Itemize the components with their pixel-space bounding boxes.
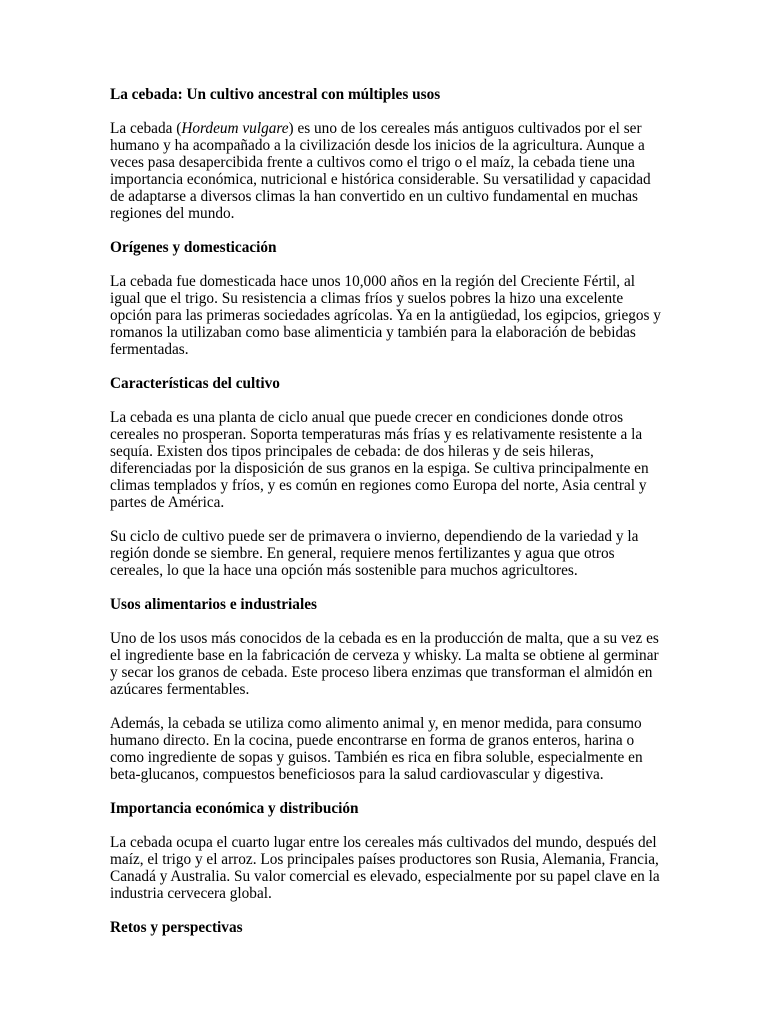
section-characteristics-paragraph-2: Su ciclo de cultivo puede ser de primavera o invierno, dependiendo de la variedad y la región donde se siembre. En general, requiere menos fertilizantes y agua que otros cereales, lo que la hace una opción más sostenible para muchos agricultores. xyxy=(110,528,639,579)
intro-text-after: ) es uno de los cereales más antiguos cultivados por el ser humano y ha acompañado a la civilización desde los inicios de la agricultura. Aunque a veces pasa desapercibida frente a cultivos como el trigo o el maíz, la cebada tiene una importancia económica, nutricional e histórica considerable. Su versatilidad y capacidad de adaptarse a diversos climas la han convertido en un cultivo fundamental en muchas regiones del mundo. xyxy=(110,120,651,222)
section-uses-paragraph-2: Además, la cebada se utiliza como alimento animal y, en menor medida, para consumo humano directo. En la cocina, puede encontrarse en forma de granos enteros, harina o como ingrediente de sopas y guisos. También es rica en fibra soluble, especialmente en beta-glucanos, compuestos beneficiosos para la salud cardiovascular y digestiva. xyxy=(110,715,643,783)
section-heading-economy: Importancia económica y distribución xyxy=(110,800,359,817)
scientific-name: Hordeum vulgare xyxy=(181,120,289,137)
section-characteristics-paragraph-1: La cebada es una planta de ciclo anual que puede crecer en condiciones donde otros cereales no prosperan. Soporta temperaturas más frías y es relativamente resistente a la sequía. Existen dos tipos principales de cebada: de dos hileras y de seis hileras, diferenciadas por la disposición de sus granos en la espiga. Se cultiva principalmente en climas templados y fríos, y es común en regiones como Europa del norte, Asia central y partes de América. xyxy=(110,409,649,511)
section-heading-origins: Orígenes y domesticación xyxy=(110,239,277,256)
section-heading-characteristics: Características del cultivo xyxy=(110,375,280,392)
section-heading-challenges: Retos y perspectivas xyxy=(110,919,243,936)
intro-text-before: La cebada ( xyxy=(110,120,182,137)
document-title: La cebada: Un cultivo ancestral con múltiples usos xyxy=(110,86,441,103)
section-economy-paragraph: La cebada ocupa el cuarto lugar entre los cereales más cultivados del mundo, después del maíz, el trigo y el arroz. Los principales países productores son Rusia, Alemania, Francia, Canadá y Australia. Su valor comercial es elevado, especialmente por su papel clave en la industria cervecera global. xyxy=(110,834,660,902)
section-heading-uses: Usos alimentarios e industriales xyxy=(110,596,317,613)
document-page xyxy=(110,86,662,953)
section-origins-paragraph: La cebada fue domesticada hace unos 10,000 años en la región del Creciente Fértil, al igual que el trigo. Su resistencia a climas fríos y suelos pobres la hizo una excelente opción para las primeras sociedades agrícolas. Ya en la antigüedad, los egipcios, griegos y romanos la utilizaban como base alimenticia y también para la elaboración de bebidas fermentadas. xyxy=(110,273,661,358)
intro-paragraph xyxy=(110,120,662,222)
section-uses-paragraph-1: Uno de los usos más conocidos de la cebada es en la producción de malta, que a su vez es el ingrediente base en la fabricación de cerveza y whisky. La malta se obtiene al germinar y secar los granos de cebada. Este proceso libera enzimas que transforman el almidón en azúcares fermentables. xyxy=(110,630,659,698)
